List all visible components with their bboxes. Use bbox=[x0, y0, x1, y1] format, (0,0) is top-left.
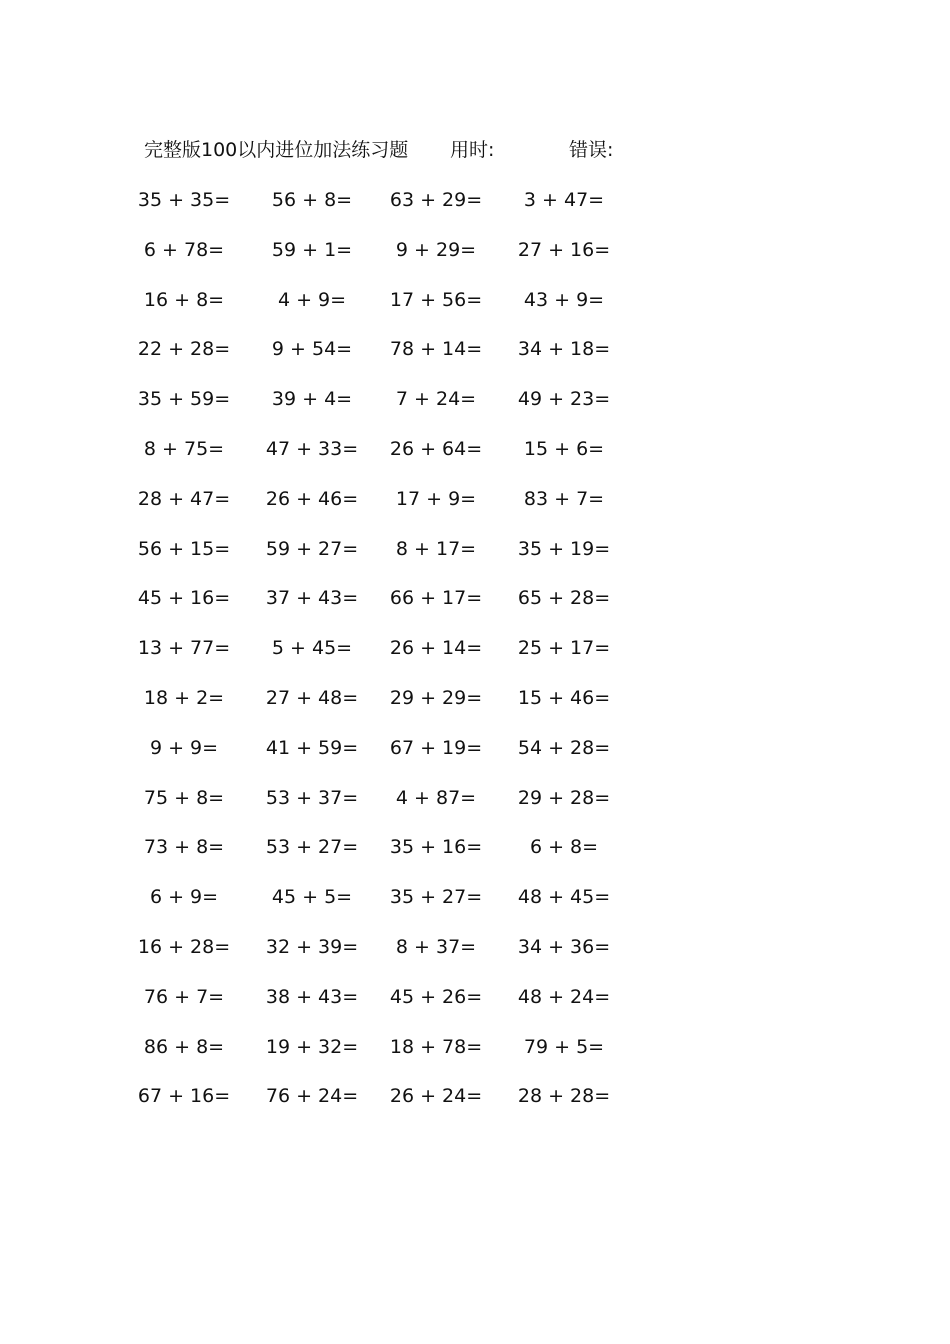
problem-item: 9 + 29= bbox=[395, 238, 477, 261]
problem-item: 43 + 9= bbox=[523, 288, 605, 311]
problem-item: 8 + 75= bbox=[143, 438, 225, 460]
problem-item: 17 + 9= bbox=[395, 487, 477, 510]
problem-item: 41 + 59= bbox=[265, 736, 359, 759]
problem-item: 35 + 27= bbox=[389, 886, 483, 909]
problem-item: 8 + 17= bbox=[395, 537, 477, 560]
problem-item: 15 + 46= bbox=[517, 687, 611, 709]
problem-item: 78 + 14= bbox=[389, 338, 483, 361]
problem-item: 8 + 37= bbox=[395, 936, 477, 958]
problem-item: 79 + 5= bbox=[523, 1035, 605, 1058]
problem-item: 66 + 17= bbox=[389, 587, 483, 610]
problem-item: 49 + 23= bbox=[517, 388, 611, 411]
problem-item: 59 + 27= bbox=[265, 537, 359, 560]
problem-item: 9 + 9= bbox=[149, 736, 219, 759]
problem-item: 56 + 8= bbox=[271, 189, 353, 211]
problem-item: 6 + 8= bbox=[529, 836, 599, 859]
problem-item: 47 + 33= bbox=[265, 438, 359, 460]
problem-item: 67 + 16= bbox=[137, 1085, 231, 1108]
problem-item: 45 + 26= bbox=[389, 985, 483, 1008]
problem-item: 35 + 59= bbox=[137, 388, 231, 411]
time-label: 用时: bbox=[450, 139, 495, 161]
problem-item: 26 + 64= bbox=[389, 438, 483, 460]
problem-item: 6 + 9= bbox=[149, 886, 219, 909]
problem-item: 22 + 28= bbox=[137, 338, 231, 361]
problem-item: 15 + 6= bbox=[523, 438, 605, 460]
problem-item: 17 + 56= bbox=[389, 288, 483, 311]
problem-item: 5 + 45= bbox=[271, 637, 353, 660]
problem-item: 67 + 19= bbox=[389, 736, 483, 759]
problem-item: 34 + 36= bbox=[517, 936, 611, 958]
problem-item: 13 + 77= bbox=[137, 637, 231, 660]
problem-item: 75 + 8= bbox=[143, 786, 225, 809]
problem-item: 7 + 24= bbox=[395, 388, 477, 411]
problem-item: 4 + 87= bbox=[395, 786, 477, 809]
problem-item: 65 + 28= bbox=[517, 587, 611, 610]
problem-item: 38 + 43= bbox=[265, 985, 359, 1008]
problem-item: 53 + 37= bbox=[265, 786, 359, 809]
problem-item: 63 + 29= bbox=[389, 189, 483, 211]
problem-item: 53 + 27= bbox=[265, 836, 359, 859]
problem-item: 26 + 24= bbox=[389, 1085, 483, 1108]
problem-item: 56 + 15= bbox=[137, 537, 231, 560]
problem-item: 19 + 32= bbox=[265, 1035, 359, 1058]
problem-item: 48 + 45= bbox=[517, 886, 611, 909]
problem-item: 39 + 4= bbox=[271, 388, 353, 411]
problem-item: 18 + 78= bbox=[389, 1035, 483, 1058]
problem-item: 18 + 2= bbox=[143, 687, 225, 709]
problem-item: 34 + 18= bbox=[517, 338, 611, 361]
error-label: 错误: bbox=[569, 139, 614, 161]
problem-item: 54 + 28= bbox=[517, 736, 611, 759]
problem-item: 83 + 7= bbox=[523, 487, 605, 510]
problem-item: 29 + 29= bbox=[389, 687, 483, 709]
problem-item: 16 + 8= bbox=[143, 288, 225, 311]
problem-item: 76 + 7= bbox=[143, 985, 225, 1008]
problem-item: 29 + 28= bbox=[517, 786, 611, 809]
problem-item: 86 + 8= bbox=[143, 1035, 225, 1058]
problem-item: 25 + 17= bbox=[517, 637, 611, 660]
problem-item: 45 + 5= bbox=[271, 886, 353, 909]
problem-item: 32 + 39= bbox=[265, 936, 359, 958]
problem-item: 35 + 19= bbox=[517, 537, 611, 560]
problem-item: 76 + 24= bbox=[265, 1085, 359, 1108]
problem-item: 27 + 48= bbox=[265, 687, 359, 709]
problem-item: 45 + 16= bbox=[137, 587, 231, 610]
problem-item: 35 + 16= bbox=[389, 836, 483, 859]
problem-item: 59 + 1= bbox=[271, 238, 353, 261]
problem-item: 28 + 28= bbox=[517, 1085, 611, 1108]
problem-item: 73 + 8= bbox=[143, 836, 225, 859]
problem-item: 16 + 28= bbox=[137, 936, 231, 958]
problem-item: 6 + 78= bbox=[143, 238, 225, 261]
problem-item: 26 + 14= bbox=[389, 637, 483, 660]
problem-item: 28 + 47= bbox=[137, 487, 231, 510]
problem-item: 27 + 16= bbox=[517, 238, 611, 261]
problem-item: 9 + 54= bbox=[271, 338, 353, 361]
worksheet-title: 完整版100以内进位加法练习题 bbox=[144, 139, 409, 161]
problem-item: 37 + 43= bbox=[265, 587, 359, 610]
problem-item: 48 + 24= bbox=[517, 985, 611, 1008]
problem-item: 35 + 35= bbox=[137, 189, 231, 211]
problem-item: 26 + 46= bbox=[265, 487, 359, 510]
problem-item: 3 + 47= bbox=[523, 189, 605, 211]
problem-item: 4 + 9= bbox=[277, 288, 347, 311]
